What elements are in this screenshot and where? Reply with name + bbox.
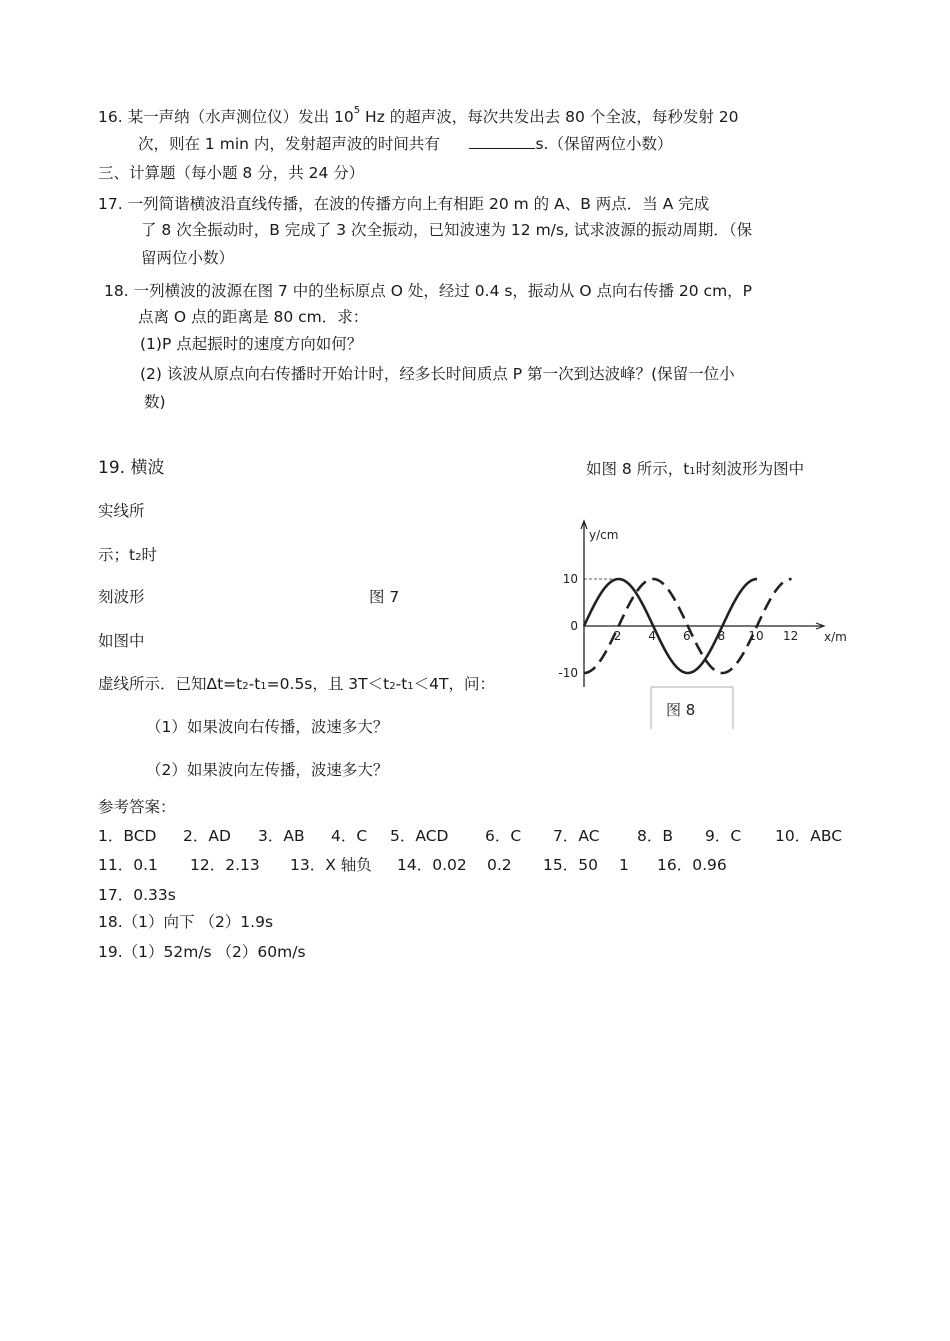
q16-line2-tail: s.（保留两位小数） [535, 135, 673, 153]
q17-line2: 了 8 次全振动时，B 完成了 3 次全振动，已知波速为 12 m/s, 试求波源的振动周期．（保 [141, 221, 753, 239]
q19-l6-s1: 2 [242, 681, 249, 692]
q16-text-b: Hz 的超声波，每次共发出去 80 个全波，每秒发射 20 [360, 108, 739, 126]
q19-sub1: （1）如果波向右传播，波速多大？ [146, 718, 389, 736]
q19-l6-a: 虚线所示．已知Δt=t [98, 675, 243, 693]
answers-row-2 [0, 855, 950, 877]
chart-labels [558, 528, 846, 719]
answer-item: 11．0.1 [98, 856, 158, 874]
answer-item: 16．0.96 [657, 856, 727, 874]
answer-item: 9．C [705, 827, 742, 845]
answer-item: 15．50 [543, 856, 598, 874]
answers-row-5: 19.（1）52m/s （2）60m/s [98, 943, 306, 961]
q19-line5: 如图中 [98, 632, 145, 650]
q19-line2: 实线所 [98, 502, 145, 520]
answer-item: 10．ABC [775, 827, 843, 845]
answers-row-4: 18.（1）向下 （2）1.9s [98, 913, 274, 931]
q16-line2-text: 次，则在 1 min 内，发射超声波的时间共有 [138, 135, 440, 153]
figure-7-caption: 图 7 [369, 588, 400, 606]
answer-item: 1 [619, 856, 629, 874]
answer-item: 2．AD [183, 827, 231, 845]
answer-item: 0.2 [487, 856, 512, 874]
q19-l3-a: 示；t [98, 546, 136, 564]
q19-line3 [98, 545, 157, 565]
q19-line6 [98, 674, 495, 694]
q19-l6-s2: 1 [260, 681, 267, 692]
x-tick-label: 4 [648, 629, 657, 643]
q19-l6-d: -t [395, 675, 408, 693]
q16-text-a: 16. 某一声纳（水声测位仪）发出 10 [98, 108, 354, 126]
q19-line4: 刻波形 [98, 588, 145, 606]
y-tick-label: 10 [562, 572, 578, 586]
q18-line1: 18. 一列横波的波源在图 7 中的坐标原点 O 处，经过 0.4 s，振动从 O 点向右传播 20 cm，P [104, 282, 753, 300]
answer-item: 13．X 轴负 [290, 856, 372, 874]
answer-item: 7．AC [553, 827, 600, 845]
q16-line1 [98, 107, 738, 127]
y-tick-label: -10 [558, 666, 578, 680]
q17-line3: 留两位小数） [141, 249, 235, 267]
answer-item: 8．B [637, 827, 673, 845]
answer-item: 5．ACD [390, 827, 449, 845]
answers-row-1 [0, 826, 950, 848]
q19-right-b: 时刻波形为图中 [695, 460, 805, 478]
figure-8-caption: 图 8 [666, 701, 696, 719]
x-tick-label: 6 [682, 629, 691, 643]
answer-item: 12．2.13 [190, 856, 260, 874]
q19-l6-b: -t [248, 675, 261, 693]
answer-item: 14．0.02 [397, 856, 467, 874]
answers-title: 参考答案： [98, 798, 176, 816]
q19-right-text [586, 459, 804, 479]
x-tick-label: 2 [613, 629, 622, 643]
q19-sub2: （2）如果波向左传播，波速多大？ [146, 761, 389, 779]
answer-item: 1．BCD [98, 827, 157, 845]
x-tick-label: 8 [717, 629, 726, 643]
q17-line1: 17. 一列简谐横波沿直线传播，在波的传播方向上有相距 20 m 的 A、B 两点．当 A 完成 [98, 195, 710, 213]
q19-l6-e: ＜4T，问： [413, 675, 495, 693]
q19-l6-s4: 1 [407, 681, 414, 692]
x-tick-label: 12 [782, 629, 799, 643]
q18-line4: (2) 该波从原点向右传播时开始计时，经多长时间质点 P 第一次到达波峰？(保留一位小 [140, 365, 735, 383]
figure-8-wave-chart [550, 515, 850, 740]
q19-l3-b: 时 [141, 546, 157, 564]
q18-line3: (1)P 点起振时的速度方向如何？ [140, 335, 363, 353]
answer-item: 6．C [485, 827, 522, 845]
answers-row-3: 17．0.33s [98, 886, 176, 904]
chart-axes [581, 521, 824, 729]
q16-answer-blank [469, 134, 535, 149]
q18-line2: 点离 O 点的距离是 80 cm．求： [138, 308, 369, 326]
q19-right-sub: 1 [689, 466, 696, 477]
q19-l6-s3: 2 [389, 681, 396, 692]
q16-superscript: 5 [353, 105, 361, 116]
q19-l3-sub: 2 [135, 552, 142, 563]
q19-l6-c: =0.5s，且 3T＜t [266, 675, 390, 693]
section-3-heading: 三、计算题（每小题 8 分，共 24 分） [98, 164, 365, 182]
y-axis-label: y/cm [589, 528, 619, 542]
q19-right-a: 如图 8 所示，t [586, 460, 690, 478]
answer-item: 3．AB [258, 827, 305, 845]
x-axis-label: x/m [824, 630, 847, 644]
q19-number: 19. 横波 [98, 458, 165, 478]
answer-item: 4．C [331, 827, 368, 845]
q16-line2 [138, 134, 672, 154]
x-tick-label: 10 [748, 629, 764, 643]
q18-line5: 数) [144, 393, 166, 411]
y-tick-label: 0 [570, 619, 578, 633]
